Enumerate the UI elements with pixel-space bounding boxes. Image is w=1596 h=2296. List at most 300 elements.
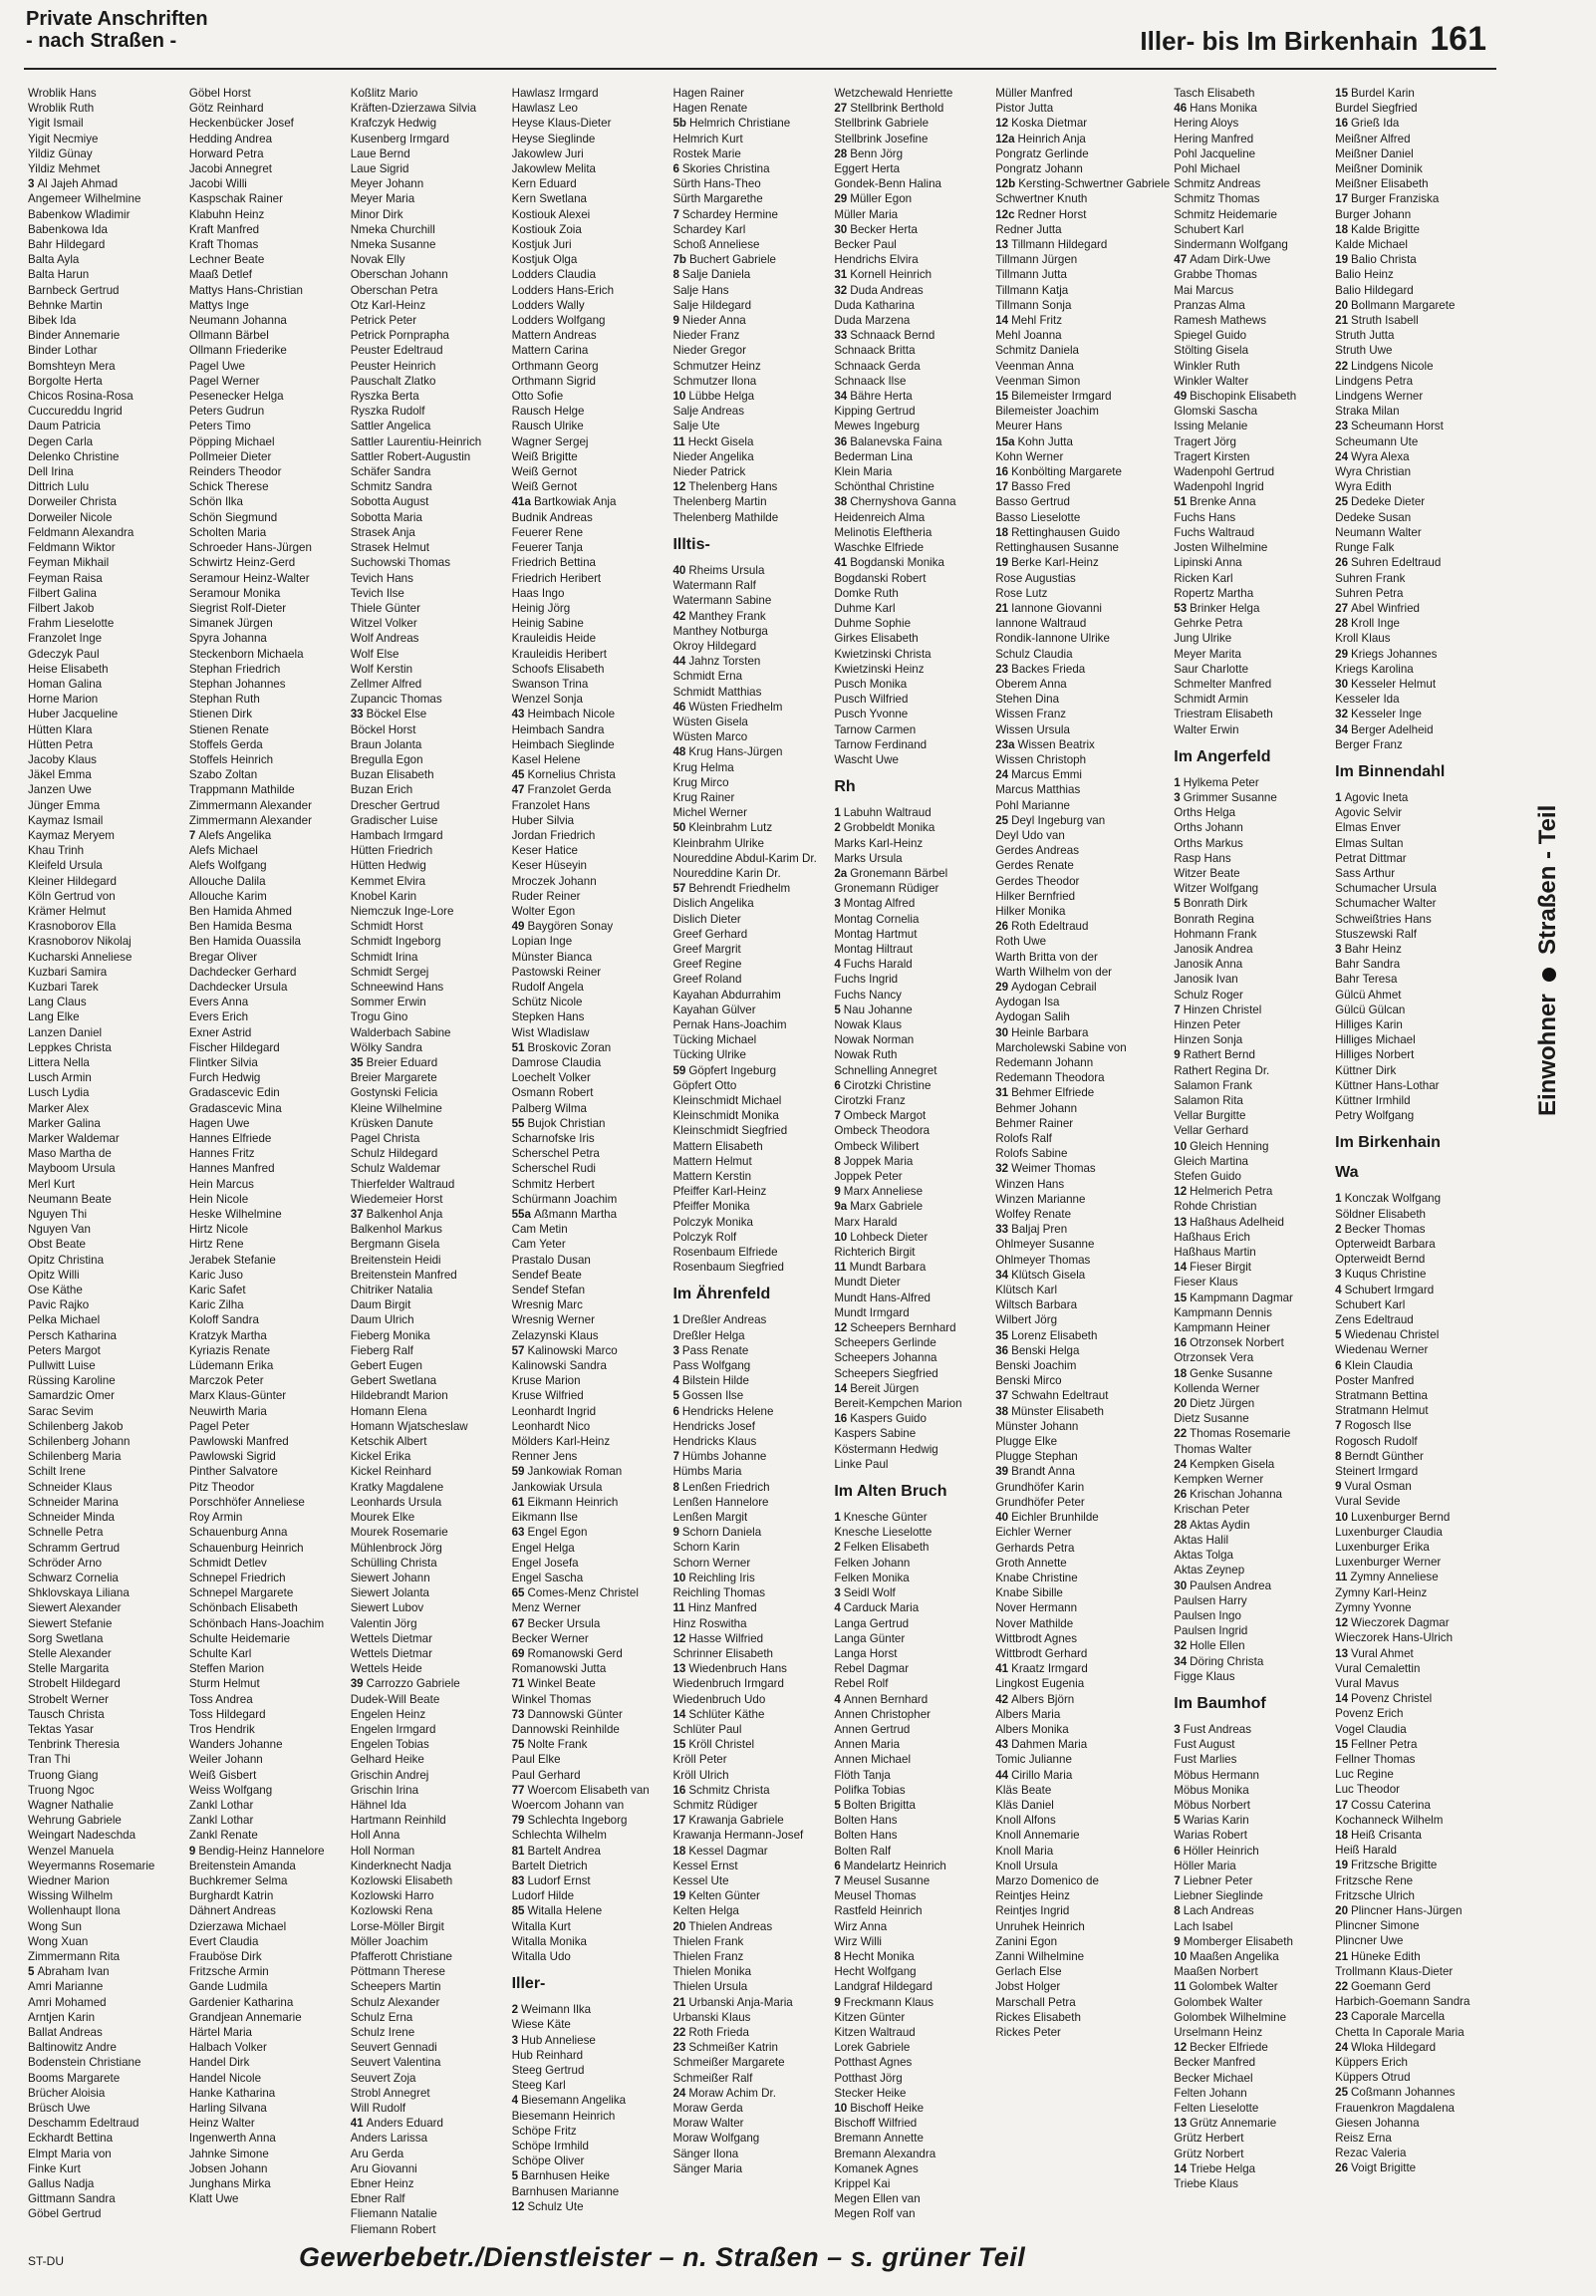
resident-entry: Meißner Alfred xyxy=(1335,132,1411,145)
resident-entry: Daum Birgit xyxy=(350,1298,411,1312)
resident-entry: 24 Moraw Achim Dr. xyxy=(672,2086,776,2100)
house-number: 19 xyxy=(1335,1859,1349,1872)
resident-entry: Langa Günter xyxy=(834,1631,906,1645)
resident-entry: 12c Redner Horst xyxy=(995,207,1087,221)
resident-entry: Götz Reinhard xyxy=(188,102,264,116)
house-number: 29 xyxy=(995,980,1009,994)
resident-entry: Wissen Christoph xyxy=(995,752,1087,766)
resident-entry: Gerdes Renate xyxy=(995,859,1074,873)
resident-entry: 28 Aktas Aydin xyxy=(1174,1518,1250,1532)
resident-entry: Vural Cemalettin xyxy=(1335,1661,1421,1675)
resident-entry: 23 Schmeißer Katrin xyxy=(672,2041,778,2055)
resident-entry: Eikmann Ilse xyxy=(511,1511,578,1525)
resident-entry: 9 Vural Osman xyxy=(1335,1480,1412,1494)
resident-entry: Feuerer Rene xyxy=(511,525,584,539)
resident-entry: Groth Annette xyxy=(995,1556,1067,1570)
resident-entry: Lang Claus xyxy=(28,996,87,1009)
resident-entry: Fieser Klaus xyxy=(1174,1276,1238,1290)
resident-entry: Junghans Mirka xyxy=(188,2177,271,2191)
resident-entry: 59 Göpfert Ingeburg xyxy=(672,1063,777,1077)
house-number: 2a xyxy=(834,866,848,880)
resident-entry: Friedrich Heribert xyxy=(511,571,602,585)
resident-entry: 14 Fieser Birgit xyxy=(1174,1261,1252,1275)
resident-entry: Wist Wladislaw xyxy=(511,1025,590,1039)
resident-entry: Meißner Elisabeth xyxy=(1335,177,1429,191)
resident-entry: Oberschan Petra xyxy=(350,283,438,297)
resident-entry: Keser Hüseyin xyxy=(511,859,587,873)
resident-entry: 42 Manthey Frank xyxy=(672,609,766,623)
resident-entry: Steckenborn Michaela xyxy=(188,647,304,661)
resident-entry: Krasnoborov Nikolaj xyxy=(28,935,132,949)
resident-entry: Giesen Johanna xyxy=(1335,2116,1420,2130)
resident-entry: Ketschik Albert xyxy=(350,1435,427,1449)
resident-entry: Wagner Nathalie xyxy=(28,1798,114,1812)
resident-entry: 19 Fritzsche Brigitte xyxy=(1335,1859,1438,1872)
house-number: 7 xyxy=(1174,1873,1181,1887)
resident-entry: 36 Balanevska Faina xyxy=(834,434,942,448)
resident-entry: Woercom Johann van xyxy=(511,1798,625,1812)
resident-entry: Gronemann Rüdiger xyxy=(834,882,939,896)
resident-entry: Marx Klaus-Günter xyxy=(188,1389,287,1403)
street-heading: Im Alten Bruch xyxy=(834,1483,947,1501)
resident-entry: Thomas Walter xyxy=(1174,1442,1252,1456)
resident-entry: Weiß Gernot xyxy=(511,465,578,479)
resident-entry: 22 Roth Frieda xyxy=(672,2025,749,2039)
resident-entry: Pongratz Johann xyxy=(995,162,1083,176)
resident-entry: Glomski Sascha xyxy=(1174,405,1258,419)
resident-entry: Köstermann Hedwig xyxy=(834,1442,938,1456)
resident-entry: Leppkes Christa xyxy=(28,1040,112,1054)
house-number: 4 xyxy=(834,1692,841,1706)
house-number: 16 xyxy=(1335,117,1349,131)
resident-entry: Orthmann Sigrid xyxy=(511,374,597,388)
resident-entry: Rettinghausen Susanne xyxy=(995,541,1119,555)
resident-entry: 1 Dreßler Andreas xyxy=(672,1313,767,1327)
resident-entry: Fritzsche Armin xyxy=(188,1965,269,1979)
resident-entry: Gradascevic Mina xyxy=(188,1101,282,1115)
house-number: 50 xyxy=(672,821,686,835)
house-number: 15 xyxy=(995,390,1009,404)
resident-entry: 35 Breier Eduard xyxy=(350,1056,438,1069)
resident-entry: Jankowiak Ursula xyxy=(511,1480,603,1494)
resident-entry: Gerhards Petra xyxy=(995,1541,1075,1555)
resident-entry: Schmidt Detlev xyxy=(188,1556,267,1570)
resident-entry: Unruhek Heinrich xyxy=(995,1919,1085,1933)
house-number: 7 xyxy=(672,207,679,221)
resident-entry: Pass Wolfgang xyxy=(672,1359,751,1373)
resident-entry: Kessel Ute xyxy=(672,1873,729,1887)
house-number: 9 xyxy=(672,1526,679,1540)
street-heading: Rh xyxy=(834,778,856,796)
house-number: 18 xyxy=(672,1844,686,1858)
resident-entry: Opterweidt Barbara xyxy=(1335,1238,1436,1252)
house-number: 3 xyxy=(1174,1722,1181,1736)
resident-entry: Strobl Annegret xyxy=(350,2086,430,2100)
house-number: 40 xyxy=(995,1511,1009,1525)
resident-entry: Pusch Monika xyxy=(834,677,908,691)
resident-entry: Gradascevic Edin xyxy=(188,1086,280,1100)
resident-entry: Opitz Willi xyxy=(28,1268,80,1282)
house-number: 21 xyxy=(995,601,1009,615)
resident-entry: Breitenstein Manfred xyxy=(350,1268,457,1282)
house-number: 6 xyxy=(672,162,679,176)
resident-entry: Hagen Renate xyxy=(672,102,748,116)
resident-entry: Hein Nicole xyxy=(188,1192,249,1206)
resident-entry: Felten Johann xyxy=(1174,2086,1247,2100)
resident-entry: Fritzsche Rene xyxy=(1335,1873,1414,1887)
house-number: 24 xyxy=(995,768,1009,782)
resident-entry: Göbel Horst xyxy=(188,87,251,100)
resident-entry: Bahr Sandra xyxy=(1335,958,1401,972)
resident-entry: 25 Deyl Ingeburg van xyxy=(995,813,1106,827)
resident-entry: Jahnke Simone xyxy=(188,2147,269,2160)
resident-entry: Dell Irina xyxy=(28,465,74,479)
resident-entry: 19 Kelten Günter xyxy=(672,1889,760,1903)
resident-entry: 19 Balio Christa xyxy=(1335,253,1417,267)
resident-entry: Becker Michael xyxy=(1174,2071,1253,2085)
resident-entry: Hilliges Norbert xyxy=(1335,1048,1415,1062)
resident-entry: Zankl Lothar xyxy=(188,1798,254,1812)
house-number: 36 xyxy=(834,434,848,448)
house-number: 15a xyxy=(995,434,1015,448)
resident-entry: Pranzas Alma xyxy=(1174,298,1245,312)
resident-entry: Feuerer Tanja xyxy=(511,541,583,555)
resident-entry: Möbus Norbert xyxy=(1174,1798,1250,1812)
resident-entry: Fust Marlies xyxy=(1174,1753,1237,1767)
resident-entry: Ballat Andreas xyxy=(28,2026,103,2039)
resident-entry: Burdel Siegfried xyxy=(1335,102,1418,116)
resident-entry: 23a Wissen Beatrix xyxy=(995,737,1095,751)
resident-entry: 9a Marx Gabriele xyxy=(834,1200,924,1214)
resident-entry: 59 Jankowiak Roman xyxy=(511,1465,623,1479)
resident-entry: Grischin Irina xyxy=(350,1783,419,1797)
resident-entry: Wresnig Marc xyxy=(511,1298,583,1312)
resident-entry: Yildiz Mehmet xyxy=(28,162,101,176)
house-number: 7 xyxy=(1335,1419,1342,1433)
resident-entry: Zankl Lothar xyxy=(188,1814,254,1828)
resident-entry: Kampmann Dennis xyxy=(1174,1305,1272,1319)
house-number: 48 xyxy=(672,745,686,759)
resident-entry: Winzen Marianne xyxy=(995,1192,1086,1206)
resident-entry: Wroblik Hans xyxy=(28,87,97,100)
resident-entry: Dreßler Helga xyxy=(672,1328,745,1342)
resident-entry: Kroll Klaus xyxy=(1335,632,1391,646)
resident-entry: Hümbs Maria xyxy=(672,1465,742,1479)
resident-entry: Scheepers Martin xyxy=(350,1980,441,1994)
resident-entry: Zimmermann Rita xyxy=(28,1949,121,1963)
resident-entry: 57 Behrendt Friedhelm xyxy=(672,882,791,896)
resident-entry: Minor Dirk xyxy=(350,207,403,221)
house-number: 42 xyxy=(672,609,686,623)
resident-entry: 26 Voigt Brigitte xyxy=(1335,2161,1417,2175)
resident-entry: Kemmet Elvira xyxy=(350,874,426,888)
resident-entry: Strobelt Hildegard xyxy=(28,1677,121,1691)
resident-entry: 12 Scheepers Bernhard xyxy=(834,1321,956,1335)
resident-entry: Simanek Jürgen xyxy=(188,617,273,631)
resident-entry: Schmeißer Ralf xyxy=(672,2071,753,2085)
resident-entry: Ohlmeyer Susanne xyxy=(995,1238,1095,1252)
resident-entry: 39 Carrozzo Gabriele xyxy=(350,1677,460,1691)
resident-entry: Degen Carla xyxy=(28,434,94,448)
resident-entry: Scharnofske Iris xyxy=(511,1132,595,1146)
resident-entry: 22 Thomas Rosemarie xyxy=(1174,1427,1291,1441)
house-number: 46 xyxy=(672,700,686,714)
resident-entry: Fuchs Hans xyxy=(1174,510,1236,524)
resident-entry: Steffen Marion xyxy=(188,1662,265,1676)
resident-entry: 18 Kessel Dagmar xyxy=(672,1844,768,1858)
resident-entry: 33 Baljaj Pren xyxy=(995,1223,1068,1237)
resident-entry: Schönthal Christine xyxy=(834,480,934,494)
resident-entry: Basso Lieselotte xyxy=(995,510,1081,524)
resident-entry: Rohde Christian xyxy=(1174,1200,1257,1214)
resident-entry: Allouche Dalila xyxy=(188,874,266,888)
resident-entry: Potthast Jörg xyxy=(834,2071,903,2085)
resident-entry: Gdeczyk Paul xyxy=(28,647,100,661)
resident-entry: Rondik-Iannone Ulrike xyxy=(995,632,1110,646)
resident-entry: Stefen Guido xyxy=(1174,1170,1241,1184)
resident-entry: Marx Harald xyxy=(834,1215,898,1229)
resident-entry: 1 Labuhn Waltraud xyxy=(834,806,931,820)
resident-entry: Göbel Gertrud xyxy=(28,2207,102,2221)
resident-entry: Wittbrodt Agnes xyxy=(995,1631,1078,1645)
resident-entry: Pohl Marianne xyxy=(995,798,1070,812)
resident-entry: Horne Marion xyxy=(28,693,99,707)
resident-entry: Veenman Simon xyxy=(995,374,1081,388)
house-number: 6 xyxy=(672,1404,679,1418)
resident-entry: Barnhusen Marianne xyxy=(511,2184,620,2198)
resident-entry: Duhme Sophie xyxy=(834,617,912,631)
resident-entry: 10 Maaßen Angelika xyxy=(1174,1949,1279,1963)
resident-entry: 23 Backes Frieda xyxy=(995,662,1086,676)
resident-entry: Babenkowa Ida xyxy=(28,222,108,236)
house-number: 20 xyxy=(1174,1397,1188,1411)
resident-entry: Neuwirth Maria xyxy=(188,1404,267,1418)
resident-entry: Rastfeld Heinrich xyxy=(834,1904,923,1918)
resident-entry: Obst Beate xyxy=(28,1238,87,1252)
resident-entry: Wüsten Gisela xyxy=(672,715,748,728)
resident-entry: Luxenburger Werner xyxy=(1335,1556,1442,1570)
resident-entry: 24 Marcus Emmi xyxy=(995,768,1082,782)
resident-entry: Heinig Jörg xyxy=(511,601,571,615)
resident-entry: Wong Xuan xyxy=(28,1934,89,1948)
resident-entry: Langa Horst xyxy=(834,1646,898,1660)
resident-entry: 23 Scheumann Horst xyxy=(1335,420,1444,433)
resident-entry: 5 Nau Johanne xyxy=(834,1003,913,1016)
house-number: 10 xyxy=(1174,1949,1188,1963)
resident-entry: 35 Lorenz Elisabeth xyxy=(995,1328,1098,1342)
resident-entry: 1 Knesche Günter xyxy=(834,1511,928,1525)
resident-entry: 3 Fust Andreas xyxy=(1174,1722,1252,1736)
resident-entry: Zanni Wilhelmine xyxy=(995,1949,1085,1963)
resident-entry: Pfeiffer Monika xyxy=(672,1200,750,1214)
house-number: 23a xyxy=(995,737,1015,751)
directory-column xyxy=(351,86,508,2237)
house-number: 41a xyxy=(511,495,531,509)
resident-entry: Lach Isabel xyxy=(1174,1919,1233,1933)
resident-entry: Greef Gerhard xyxy=(672,927,748,941)
resident-entry: Balta Ayla xyxy=(28,253,80,267)
resident-entry: 46 Hans Monika xyxy=(1174,102,1257,116)
resident-entry: Megen Rolf van xyxy=(834,2207,916,2221)
resident-entry: Ropertz Martha xyxy=(1174,586,1254,600)
resident-entry: 32 Holle Ellen xyxy=(1174,1639,1245,1653)
resident-entry: 11 Heckt Gisela xyxy=(672,434,754,448)
resident-entry: Wyra Edith xyxy=(1335,480,1392,494)
resident-entry: Kesseler Ida xyxy=(1335,693,1400,707)
resident-entry: Schubert Karl xyxy=(1174,222,1244,236)
resident-entry: Siewert Stefanie xyxy=(28,1616,113,1630)
resident-entry: Jacobi Willi xyxy=(188,177,247,191)
resident-entry: 12 Wieczorek Dagmar xyxy=(1335,1616,1450,1630)
resident-entry: 25 Coßmann Johannes xyxy=(1335,2086,1456,2100)
resident-entry: Paulsen Harry xyxy=(1174,1593,1247,1607)
resident-entry: Möbus Hermann xyxy=(1174,1768,1259,1782)
resident-entry: Weiß Gisbert xyxy=(188,1768,257,1782)
house-number: 23 xyxy=(1335,420,1349,433)
resident-entry: Salamon Frank xyxy=(1174,1078,1252,1092)
resident-entry: Pohl Michael xyxy=(1174,162,1240,176)
resident-entry: Hedding Andrea xyxy=(188,132,273,145)
house-number: 77 xyxy=(511,1783,525,1797)
resident-entry: Bartelt Dietrich xyxy=(511,1859,588,1872)
resident-entry: Lang Elke xyxy=(28,1010,80,1024)
resident-entry: Schülling Christa xyxy=(350,1556,437,1570)
resident-entry: Krämer Helmut xyxy=(28,904,106,918)
resident-entry: 31 Kornell Heinrich xyxy=(834,268,932,282)
house-number: 4 xyxy=(672,1374,679,1388)
resident-entry: Sarac Sevim xyxy=(28,1404,94,1418)
resident-entry: Bibek Ida xyxy=(28,314,77,328)
resident-entry: Fliemann Robert xyxy=(350,2222,436,2236)
resident-entry: Cirotzki Franz xyxy=(834,1094,906,1107)
resident-entry: Buzan Erich xyxy=(350,783,413,797)
resident-entry: Nowak Ruth xyxy=(834,1048,898,1062)
resident-entry: 23 Caporale Marcella xyxy=(1335,2010,1446,2024)
resident-entry: Lenßen Margit xyxy=(672,1511,748,1525)
resident-entry: Komanek Agnes xyxy=(834,2161,919,2175)
resident-entry: Kuzbari Tarek xyxy=(28,980,99,994)
house-number: 41 xyxy=(834,556,848,570)
resident-entry: Noureddine Abdul-Karim Dr. xyxy=(672,851,817,865)
resident-entry: Wehrung Gabriele xyxy=(28,1814,122,1828)
resident-entry: Ombeck Theodora xyxy=(834,1124,931,1138)
resident-entry: 24 Wyra Alexa xyxy=(1335,449,1410,463)
street-heading: Im Ährenfeld xyxy=(672,1286,771,1303)
resident-entry: Aktas Tolga xyxy=(1174,1549,1233,1563)
resident-entry: Stoffels Gerda xyxy=(188,737,263,751)
resident-entry: Stoffels Heinrich xyxy=(188,752,274,766)
resident-entry: Hambach Irmgard xyxy=(350,828,443,842)
resident-entry: Pagel Werner xyxy=(188,374,260,388)
resident-entry: Thielen Ursula xyxy=(672,1980,748,1994)
house-number: 5 xyxy=(834,1798,841,1812)
resident-entry: Greef Roland xyxy=(672,973,742,987)
resident-entry: Schmitz Rüdiger xyxy=(672,1798,758,1812)
section-tab xyxy=(1534,805,1562,1116)
resident-entry: Karic Safet xyxy=(188,1284,246,1297)
house-number: 19 xyxy=(1335,253,1349,267)
resident-entry: Schmeißer Margarete xyxy=(672,2056,785,2070)
resident-entry: Hannes Manfred xyxy=(188,1162,275,1176)
resident-entry: Kröll Ulrich xyxy=(672,1768,729,1782)
house-number: 3 xyxy=(1174,790,1181,804)
house-number: 81 xyxy=(511,1844,525,1858)
resident-entry: Balio Heinz xyxy=(1335,268,1394,282)
section-tab-a: Einwohner xyxy=(1534,994,1561,1116)
resident-entry: 11 Zymny Anneliese xyxy=(1335,1571,1439,1584)
header-rule xyxy=(24,68,1496,70)
resident-entry: Harling Silvana xyxy=(188,2102,267,2116)
resident-entry: Urbanski Klaus xyxy=(672,2010,751,2024)
resident-entry: Neumann Johanna xyxy=(188,314,287,328)
resident-entry: Siegrist Rolf-Dieter xyxy=(188,601,287,615)
resident-entry: Balkenhol Markus xyxy=(350,1223,442,1237)
resident-entry: 5 Gossen Ilse xyxy=(672,1389,744,1403)
house-number: 22 xyxy=(1335,1979,1349,1993)
resident-entry: 27 Stellbrink Berthold xyxy=(834,102,944,116)
resident-entry: Franzolet Inge xyxy=(28,632,103,646)
resident-entry: 12 Helmerich Petra xyxy=(1174,1185,1273,1199)
resident-entry: 7 Liebner Peter xyxy=(1174,1873,1253,1887)
resident-entry: Greef Margrit xyxy=(672,942,741,956)
house-number: 26 xyxy=(1335,2161,1349,2175)
resident-entry: Höller Maria xyxy=(1174,1859,1236,1872)
resident-entry: Khau Trinh xyxy=(28,844,85,858)
resident-entry: Pelka Michael xyxy=(28,1313,101,1327)
resident-entry: Marker Waldemar xyxy=(28,1132,120,1146)
resident-entry: Mundt Dieter xyxy=(834,1276,901,1290)
resident-entry: Krug Mirco xyxy=(672,775,729,789)
resident-entry: Heinz Walter xyxy=(188,2117,255,2131)
resident-entry: Pagel Christa xyxy=(350,1132,420,1146)
resident-entry: Behnke Martin xyxy=(28,298,103,312)
resident-entry: Frauenkron Magdalena xyxy=(1335,2101,1456,2115)
resident-entry: Wyra Christian xyxy=(1335,465,1412,479)
resident-entry: Kratzyk Martha xyxy=(188,1328,267,1342)
resident-entry: Kostiouk Alexei xyxy=(511,207,591,221)
resident-entry: Schneider Minda xyxy=(28,1511,116,1525)
house-number: 16 xyxy=(1174,1336,1188,1350)
resident-entry: Hannes Elfriede xyxy=(188,1132,272,1146)
house-number: 14 xyxy=(1335,1692,1349,1706)
house-number: 33 xyxy=(834,329,848,343)
resident-entry: Winkel Thomas xyxy=(511,1692,592,1706)
resident-entry: Wong Sun xyxy=(28,1919,82,1933)
resident-entry: Pongratz Gerlinde xyxy=(995,146,1089,160)
resident-entry: 11 Mundt Barbara xyxy=(834,1261,927,1275)
resident-entry: 32 Kesseler Inge xyxy=(1335,708,1422,721)
resident-entry: 33 Schnaack Bernd xyxy=(834,329,935,343)
resident-entry: 33 Böckel Else xyxy=(350,708,427,721)
resident-entry: 43 Heimbach Nicole xyxy=(511,708,616,721)
resident-entry: 7 Schardey Hermine xyxy=(672,207,778,221)
resident-entry: Strasek Anja xyxy=(350,525,415,539)
resident-entry: Knoll Alfons xyxy=(995,1814,1056,1828)
resident-entry: 22 Lindgens Nicole xyxy=(1335,359,1434,373)
resident-entry: 15 Fellner Petra xyxy=(1335,1737,1418,1751)
resident-entry: 18 Genke Susanne xyxy=(1174,1366,1273,1380)
resident-entry: Redemann Johann xyxy=(995,1056,1094,1069)
resident-entry: Gittmann Sandra xyxy=(28,2192,116,2206)
resident-entry: Povenz Erich xyxy=(1335,1707,1404,1721)
resident-entry: Witzel Volker xyxy=(350,617,417,631)
house-number: 1 xyxy=(1335,1192,1342,1206)
resident-entry: Orths Markus xyxy=(1174,836,1243,850)
resident-entry: 20 Bollmann Margarete xyxy=(1335,298,1456,312)
resident-entry: Schilenberg Johann xyxy=(28,1435,131,1449)
resident-entry: Schöpe Fritz xyxy=(511,2124,577,2138)
resident-entry: 9 Momberger Elisabeth xyxy=(1174,1934,1293,1948)
